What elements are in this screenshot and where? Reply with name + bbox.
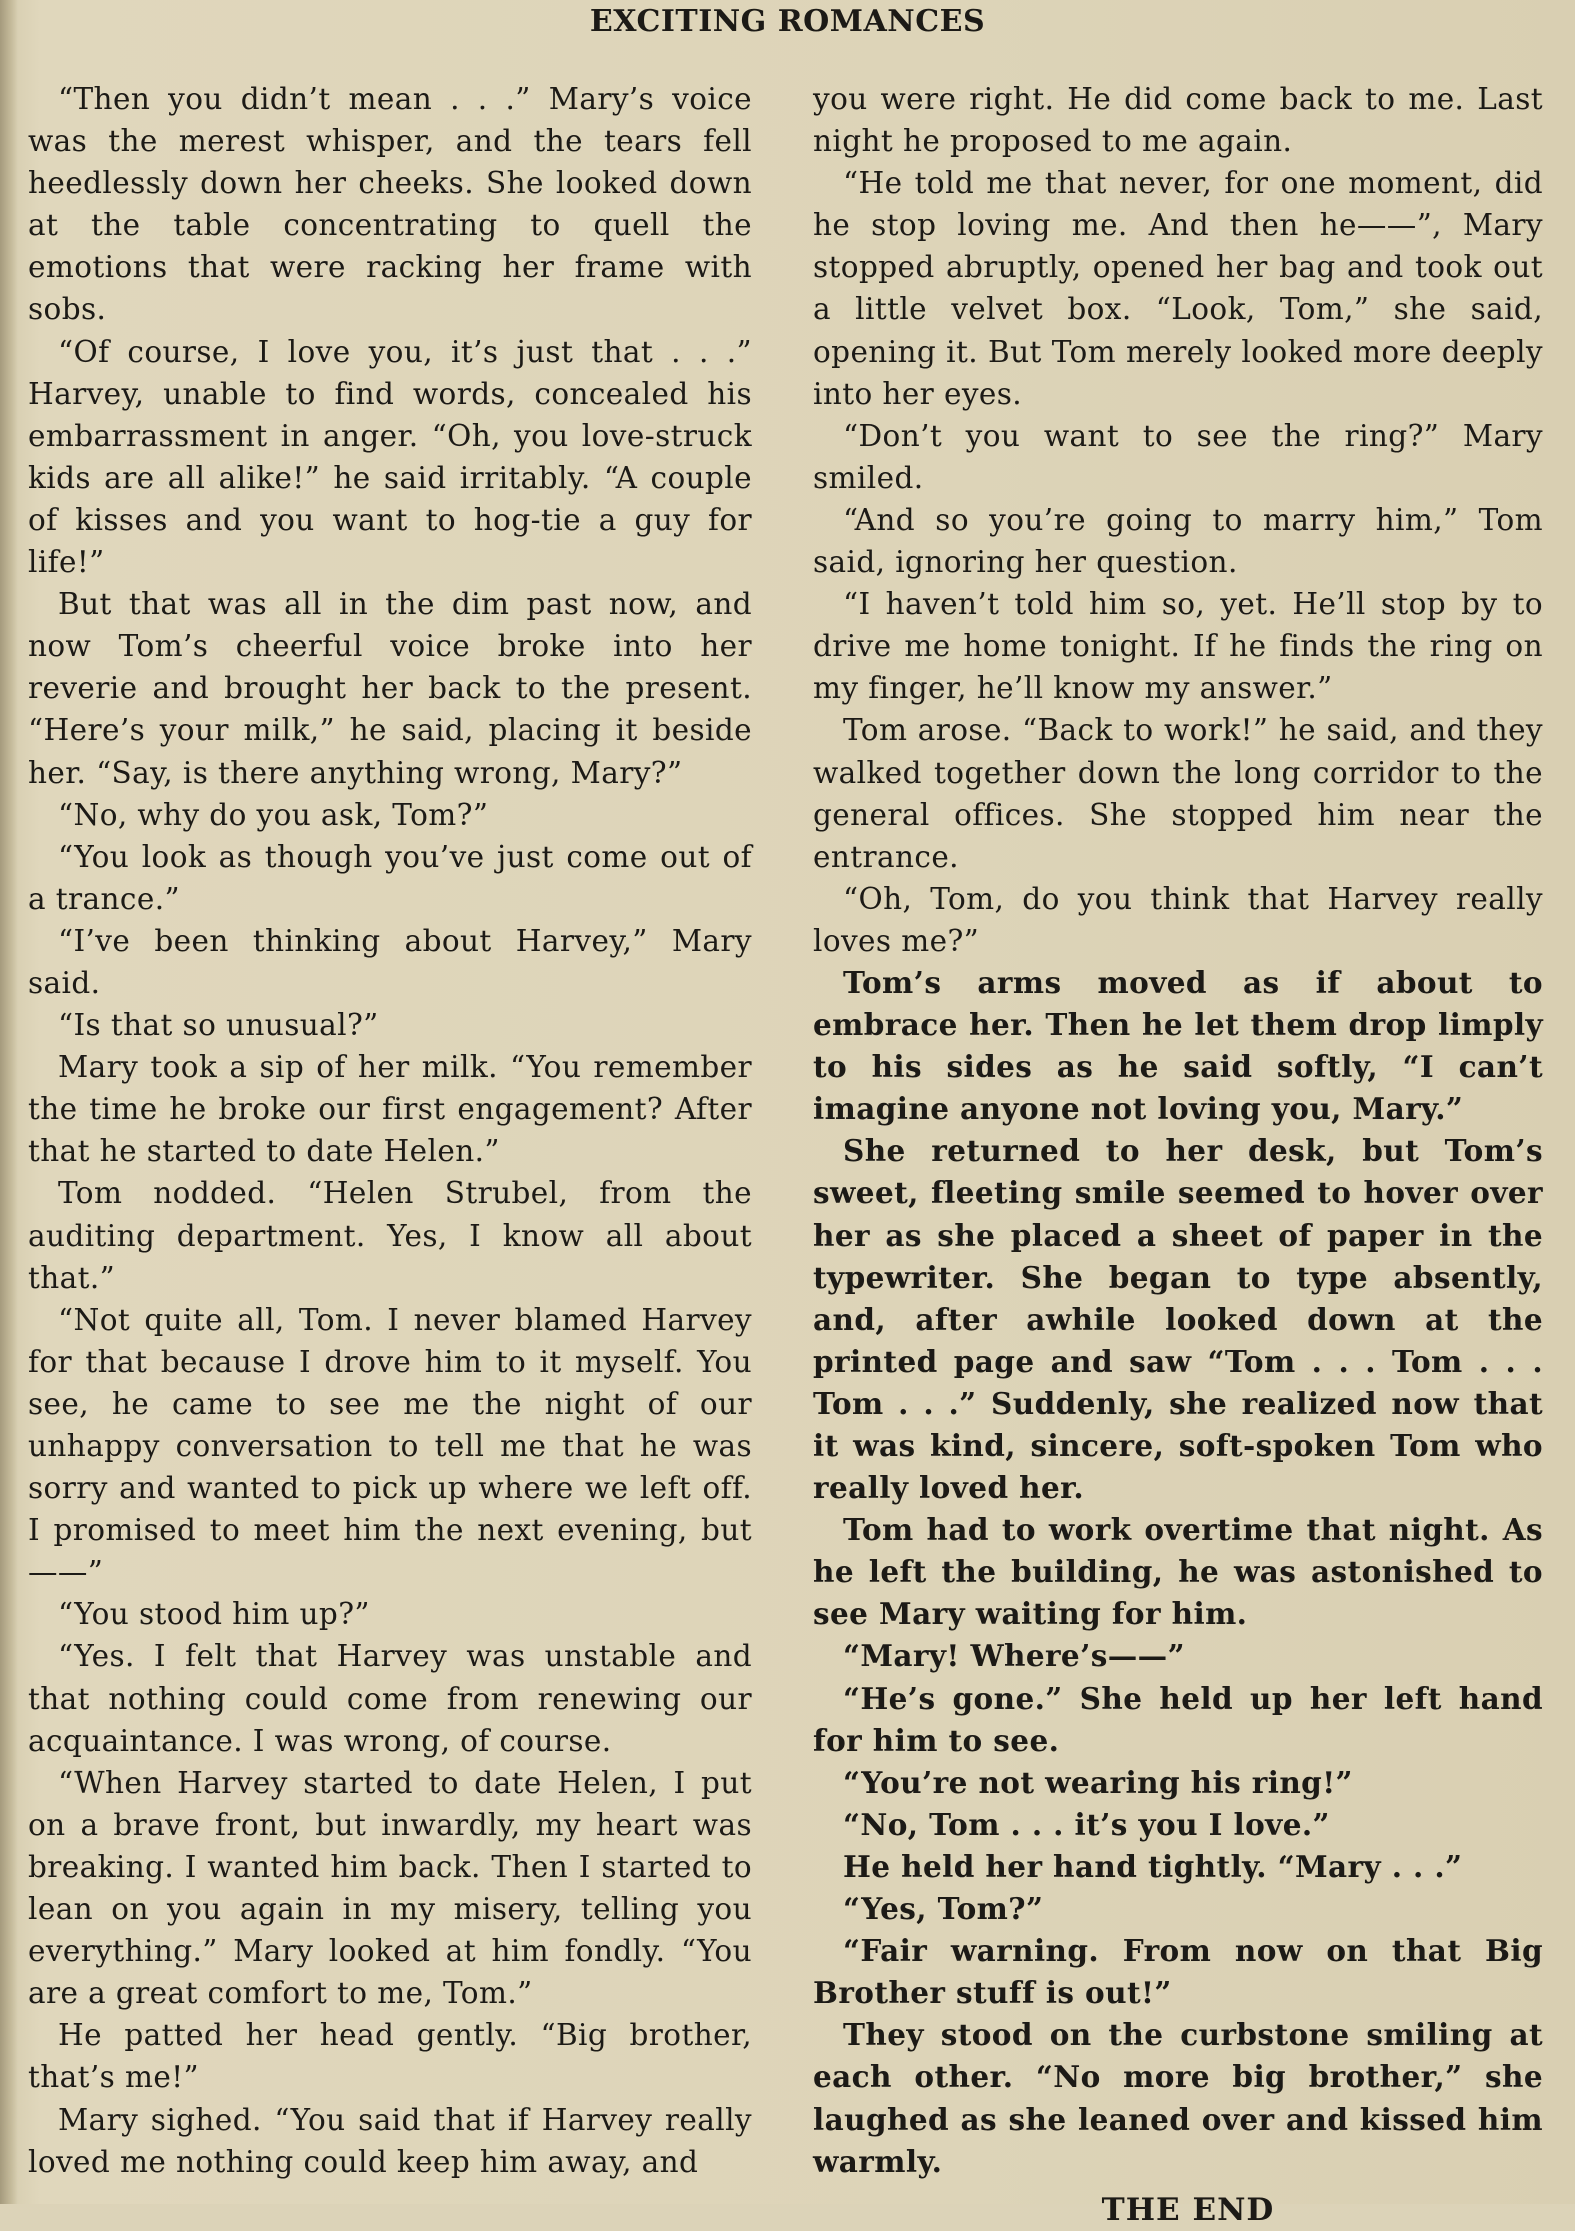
left-column (28, 78, 752, 2183)
paragraph: “Then you didn’t mean . . .” Mary’s voice was the merest whisper, and the tears fell heedlessly down her cheeks. She looked down at the table concentrating to quell the emotions that were racking her frame with sobs. (28, 82, 752, 327)
page-spine-shadow (0, 0, 18, 2204)
paragraph: “He told me that never, for one moment, did he stop loving me. And then he——”, Mary stopped abruptly, opened her bag and took out a little velvet box. “Look, Tom,” she said, opening it. But Tom merely looked more deeply into her eyes. (813, 166, 1543, 411)
paragraph: “Not quite all, Tom. I never blamed Harvey for that because I drove him to it myself. You see, he came to see me the night of our unhappy conversation to tell me that he was sorry and wanted to pick up where we left off. I promised to meet him the next evening, but——” (28, 1302, 752, 1590)
paragraph: She returned to her desk, but Tom’s sweet, fleeting smile seemed to hover over her as she placed a sheet of paper in the typewriter. She began to type absently, and, after awhile looked down at the printed page and saw “Tom . . . Tom . . . Tom . . .” Suddenly, she realized now that it was kind, sincere, soft-spoken Tom who really loved her. (813, 1133, 1543, 1506)
paragraph: Tom’s arms moved as if about to embrace her. Then he let them drop limply to his sides as he said softly, “I can’t imagine anyone not loving you, Mary.” (813, 964, 1543, 1127)
paragraph: But that was all in the dim past now, and now Tom’s cheerful voice broke into her reverie and brought her back to the present. “Here’s your milk,” he said, placing it beside her. “Say, is there anything wrong, Mary?” (28, 587, 752, 790)
paragraph: “When Harvey started to date Helen, I put on a brave front, but inwardly, my heart was breaking. I wanted him back. Then I started to lean on you again in my misery, telling you everything.” Mary looked at him fondly. “You are a great comfort to me, Tom.” (28, 1765, 752, 2011)
paragraph: He held her hand tightly. “Mary . . .” (843, 1848, 1463, 1884)
paragraph: Tom arose. “Back to work!” he said, and they walked together down the long corridor to the general offices. She stopped him near the entrance. (813, 713, 1543, 874)
paragraph: “Fair warning. From now on that Big Brother stuff is out!” (813, 1933, 1543, 2011)
paragraph: “Of course, I love you, it’s just that . . .” Harvey, unable to find words, concealed his embarrassment in anger. “Oh, you love-struck kids are all alike!” he said irritably. “A couple of kisses and you want to hog-tie a guy for life!” (28, 334, 752, 580)
paragraph: “Mary! Where’s——” (843, 1638, 1185, 1674)
paragraph: “You’re not wearing his ring!” (843, 1764, 1353, 1800)
paragraph: “Yes. I felt that Harvey was unstable and that nothing could come from renewing our acquaintance. I was wrong, of course. (28, 1639, 752, 1758)
right-column (813, 78, 1543, 2231)
paragraph: “He’s gone.” She held up her left hand for him to see. (813, 1680, 1543, 1758)
paragraph: Tom had to work overtime that night. As he left the building, he was astonished to see Mary waiting for him. (813, 1512, 1543, 1632)
paragraph: “Yes, Tom?” (843, 1891, 1044, 1927)
paragraph: “You stood him up?” (58, 1597, 370, 1632)
paragraph: “No, why do you ask, Tom?” (58, 797, 489, 832)
running-header: EXCITING ROMANCES (589, 4, 986, 39)
paragraph: They stood on the curbstone smiling at each other. “No more big brother,” she laughed as she leaned over and kissed him warmly. (813, 2017, 1543, 2179)
paragraph: “I’ve been thinking about Harvey,” Mary said. (28, 923, 752, 1000)
paragraph: “Don’t you want to see the ring?” Mary smiled. (813, 418, 1543, 495)
paragraph: “You look as though you’ve just come out of a trance.” (28, 839, 752, 916)
the-end-label: THE END (1101, 2191, 1275, 2228)
paragraph: “No, Tom . . . it’s you I love.” (843, 1806, 1330, 1842)
paragraph-continued: you were right. He did come back to me. Last night he proposed to me again. (813, 82, 1543, 159)
paragraph: Tom nodded. “Helen Strubel, from the auditing department. Yes, I know all about that.” (28, 1176, 752, 1295)
paragraph: Mary took a sip of her milk. “You remember the time he broke our first engagement? After that he started to date Helen.” (28, 1050, 752, 1169)
paragraph: “Is that so unusual?” (58, 1008, 379, 1043)
paragraph: “Oh, Tom, do you think that Harvey really loves me?” (813, 881, 1543, 958)
paragraph: “And so you’re going to marry him,” Tom said, ignoring her question. (813, 502, 1543, 580)
paragraph: Mary sighed. “You said that if Harvey really loved me nothing could keep him away, and (28, 2102, 752, 2179)
paragraph: “I haven’t told him so, yet. He’ll stop by to drive me home tonight. If he finds the ring on my finger, he’ll know my answer.” (813, 587, 1543, 706)
paragraph: He patted her head gently. “Big brother, that’s me!” (28, 2018, 752, 2095)
